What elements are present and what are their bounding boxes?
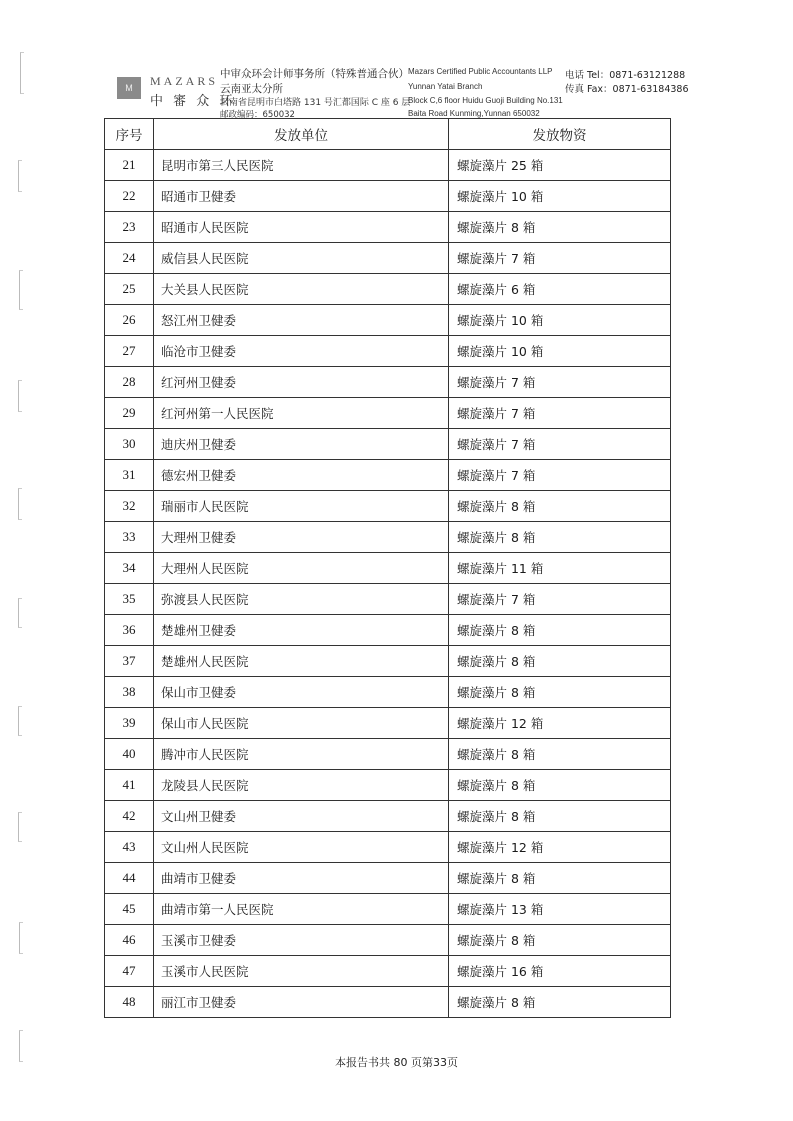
page-footer: 本报告书共 80 页第33页 [335,1056,458,1069]
letterhead [0,0,793,120]
distribution-unit: 玉溪市卫健委 [154,925,449,956]
row-number: 48 [105,987,154,1018]
row-number: 44 [105,863,154,894]
firm-branch-en: Yunnan Yatai Branch [408,82,483,91]
table-row [105,367,671,398]
firm-name-en: Mazars Certified Public Accountants LLP [408,67,553,76]
table-row [105,770,671,801]
table-row [105,739,671,770]
table-row [105,212,671,243]
distribution-unit: 玉溪市人民医院 [154,956,449,987]
row-number: 21 [105,150,154,181]
table-row [105,987,671,1018]
distributed-supplies: 螺旋藻片 7 箱 [449,398,671,429]
row-number: 29 [105,398,154,429]
table-row [105,615,671,646]
firm-address-en-1: Block C,6 floor Huidu Guoji Building No.131 [408,96,563,105]
distributed-supplies: 螺旋藻片 8 箱 [449,212,671,243]
table-row [105,863,671,894]
binding-mark [19,270,23,310]
distribution-unit: 大关县人民医院 [154,274,449,305]
table-row [105,584,671,615]
table-row [105,646,671,677]
distributed-supplies: 螺旋藻片 8 箱 [449,615,671,646]
distributed-supplies: 螺旋藻片 6 箱 [449,274,671,305]
firm-telephone: 电话 Tel：0871-63121288 [565,70,686,81]
distributed-supplies: 螺旋藻片 8 箱 [449,522,671,553]
row-number: 28 [105,367,154,398]
distributed-supplies: 螺旋藻片 7 箱 [449,367,671,398]
row-number: 32 [105,491,154,522]
distributed-supplies: 螺旋藻片 8 箱 [449,646,671,677]
distribution-unit: 弥渡县人民医院 [154,584,449,615]
table-row [105,708,671,739]
distributed-supplies: 螺旋藻片 7 箱 [449,460,671,491]
distribution-unit: 临沧市卫健委 [154,336,449,367]
row-number: 22 [105,181,154,212]
firm-logo-chinese: 中 審 众 环 [150,94,236,109]
firm-fax: 传真 Fax：0871-63184386 [565,84,689,95]
distributed-supplies: 螺旋藻片 8 箱 [449,739,671,770]
table-row [105,801,671,832]
distribution-unit: 瑞丽市人民医院 [154,491,449,522]
distributed-supplies: 螺旋藻片 25 箱 [449,150,671,181]
firm-logo-latin: MAZARS [150,74,219,88]
row-number: 39 [105,708,154,739]
row-number: 45 [105,894,154,925]
distribution-unit: 丽江市卫健委 [154,987,449,1018]
distributed-supplies: 螺旋藻片 10 箱 [449,305,671,336]
table-header-row [105,119,671,150]
distribution-unit: 龙陵县人民医院 [154,770,449,801]
distribution-unit: 腾冲市人民医院 [154,739,449,770]
binding-mark [18,598,22,628]
distribution-unit: 文山州卫健委 [154,801,449,832]
table-row [105,181,671,212]
distributed-supplies: 螺旋藻片 10 箱 [449,336,671,367]
row-number: 42 [105,801,154,832]
row-number: 38 [105,677,154,708]
distribution-unit: 曲靖市第一人民医院 [154,894,449,925]
distributed-supplies: 螺旋藻片 16 箱 [449,956,671,987]
table-row [105,429,671,460]
row-number: 31 [105,460,154,491]
distribution-unit: 文山州人民医院 [154,832,449,863]
distribution-unit: 德宏州卫健委 [154,460,449,491]
table-row [105,894,671,925]
row-number: 33 [105,522,154,553]
table-row [105,274,671,305]
distributed-supplies: 螺旋藻片 12 箱 [449,708,671,739]
firm-name-cn: 中审众环会计师事务所（特殊普通合伙） [220,68,409,80]
firm-logo-mark: M [117,77,141,99]
distributed-supplies: 螺旋藻片 8 箱 [449,925,671,956]
distribution-unit: 楚雄州人民医院 [154,646,449,677]
table-row [105,336,671,367]
firm-address-en-2: Baita Road Kunming,Yunnan 650032 [408,109,540,118]
table-row [105,491,671,522]
distributed-supplies: 螺旋藻片 8 箱 [449,677,671,708]
binding-mark [18,812,22,842]
column-header-number: 序号 [105,119,154,150]
firm-branch-cn: 云南亚太分所 [220,83,283,95]
distributed-supplies: 螺旋藻片 8 箱 [449,801,671,832]
distribution-unit: 曲靖市卫健委 [154,863,449,894]
binding-mark [18,160,22,192]
distribution-unit: 威信县人民医院 [154,243,449,274]
column-header-supplies: 发放物资 [449,119,671,150]
row-number: 36 [105,615,154,646]
distributed-supplies: 螺旋藻片 13 箱 [449,894,671,925]
table-row [105,305,671,336]
distributed-supplies: 螺旋藻片 11 箱 [449,553,671,584]
binding-mark [18,380,22,412]
distributed-supplies: 螺旋藻片 7 箱 [449,429,671,460]
table-row [105,243,671,274]
binding-mark [18,488,22,520]
distributed-supplies: 螺旋藻片 7 箱 [449,584,671,615]
row-number: 46 [105,925,154,956]
row-number: 41 [105,770,154,801]
row-number: 23 [105,212,154,243]
distribution-unit: 迪庆州卫健委 [154,429,449,460]
distribution-unit: 大理州人民医院 [154,553,449,584]
distribution-unit: 保山市卫健委 [154,677,449,708]
table-row [105,150,671,181]
distributed-supplies: 螺旋藻片 8 箱 [449,770,671,801]
distribution-unit: 怒江州卫健委 [154,305,449,336]
distribution-unit: 楚雄州卫健委 [154,615,449,646]
distribution-table [104,118,670,1018]
table-row [105,925,671,956]
distributed-supplies: 螺旋藻片 10 箱 [449,181,671,212]
row-number: 47 [105,956,154,987]
row-number: 24 [105,243,154,274]
row-number: 37 [105,646,154,677]
table-row [105,832,671,863]
distributed-supplies: 螺旋藻片 12 箱 [449,832,671,863]
distributed-supplies: 螺旋藻片 8 箱 [449,863,671,894]
distributed-supplies: 螺旋藻片 8 箱 [449,987,671,1018]
row-number: 30 [105,429,154,460]
distribution-unit: 昭通市卫健委 [154,181,449,212]
distribution-unit: 红河州卫健委 [154,367,449,398]
table-row [105,460,671,491]
table-body [105,150,671,1018]
distribution-unit: 保山市人民医院 [154,708,449,739]
row-number: 25 [105,274,154,305]
distribution-unit: 大理州卫健委 [154,522,449,553]
table-row [105,398,671,429]
binding-mark [18,706,22,736]
distributed-supplies: 螺旋藻片 8 箱 [449,491,671,522]
row-number: 26 [105,305,154,336]
row-number: 43 [105,832,154,863]
table-row [105,553,671,584]
table-row [105,677,671,708]
table-row [105,956,671,987]
distribution-unit: 昭通市人民医院 [154,212,449,243]
row-number: 40 [105,739,154,770]
row-number: 34 [105,553,154,584]
column-header-unit: 发放单位 [154,119,449,150]
distribution-unit: 昆明市第三人民医院 [154,150,449,181]
row-number: 27 [105,336,154,367]
distribution-unit: 红河州第一人民医院 [154,398,449,429]
firm-address-cn: 云南省昆明市白塔路 131 号汇都国际 C 座 6 层 [220,98,411,108]
row-number: 35 [105,584,154,615]
table-row [105,522,671,553]
binding-mark [19,922,23,954]
firm-postcode-cn: 邮政编码：650032 [220,110,295,120]
distributed-supplies: 螺旋藻片 7 箱 [449,243,671,274]
